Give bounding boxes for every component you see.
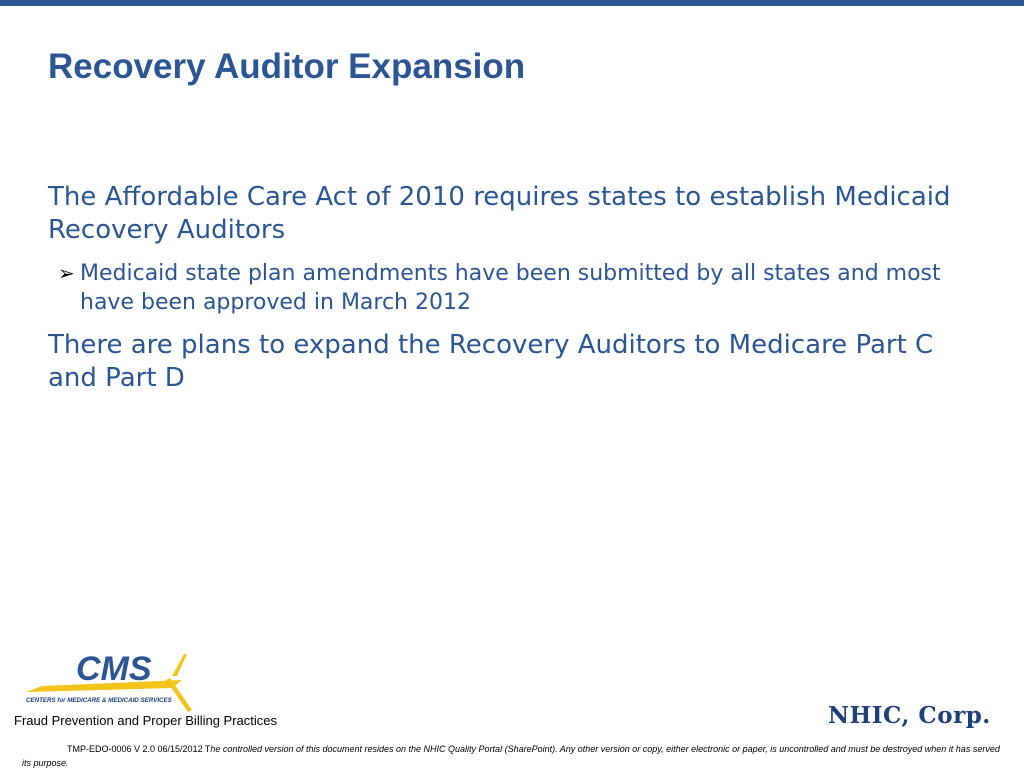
slide-body	[48, 181, 968, 407]
cms-logo	[22, 648, 198, 716]
logo-stroke-down	[166, 678, 192, 712]
presentation-title: Fraud Prevention and Proper Billing Practices	[14, 713, 278, 728]
nhic-logo: NHIC, Corp.	[828, 702, 991, 729]
slide-title: Recovery Auditor Expansion	[48, 47, 526, 86]
top-accent-bar	[0, 0, 1024, 6]
document-id: TMP-EDO-0006 V 2.0 06/15/2012 T	[67, 744, 211, 754]
disclaimer	[22, 742, 1002, 770]
cms-logo-subtitle: CENTERS for MEDICARE & MEDICAID SERVICES	[26, 697, 172, 704]
sub-bullet-text: Medicaid state plan amendments have been submitted by all states and most have been approved in March 2012	[80, 261, 941, 315]
sub-bullet-item	[58, 259, 968, 317]
logo-stroke-up	[172, 654, 187, 676]
disclaimer-text: he controlled version of this document resides on the NHIC Quality Portal (SharePoint). Any other version or copy, either electronic or paper, is uncontrolled and must be destroyed when it has served its purpose.	[22, 744, 1000, 768]
body-paragraph: The Affordable Care Act of 2010 requires states to establish Medicaid Recovery Auditors	[48, 182, 951, 245]
body-paragraph: There are plans to expand the Recovery Auditors to Medicare Part C and Part D	[48, 330, 934, 393]
cms-logo-wordmark: CMS	[76, 650, 152, 688]
arrow-bullet-icon: ➢	[58, 261, 75, 285]
